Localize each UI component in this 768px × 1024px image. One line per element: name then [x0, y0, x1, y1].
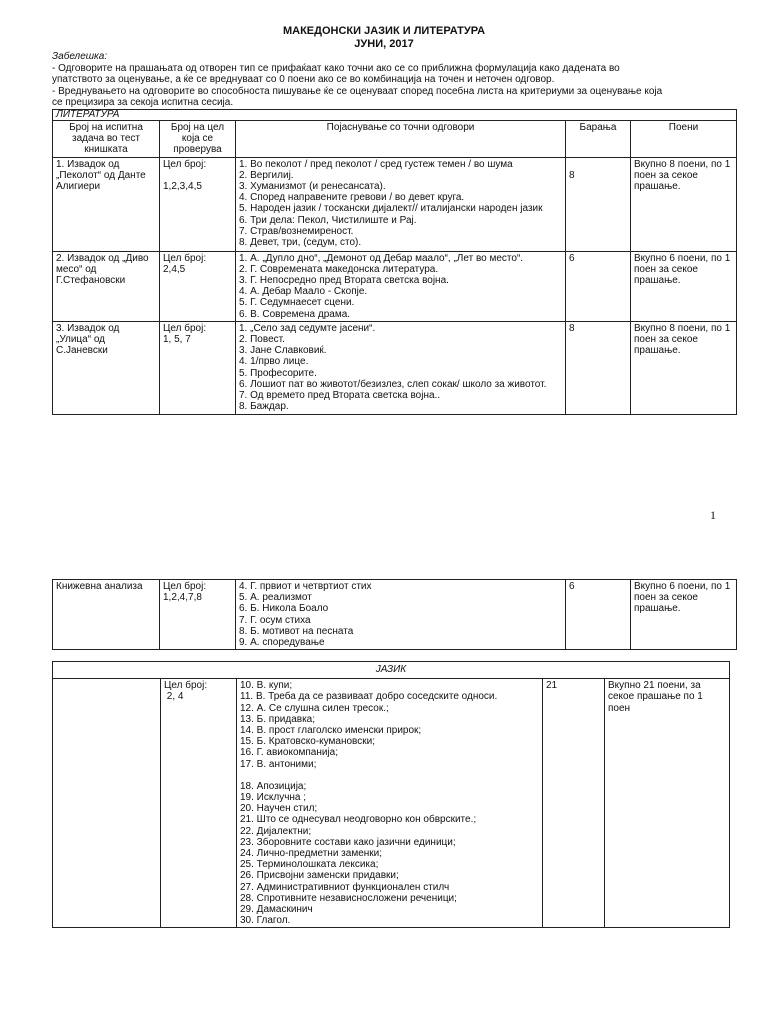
answer-line: 6. В. Современа драма. [239, 308, 351, 320]
answer-line: 2. Вергилиј. [239, 169, 294, 181]
table-row [53, 580, 737, 650]
answer-line: 1. „Село зад седумте јасени“. [239, 322, 376, 334]
requirements-cell [566, 157, 631, 251]
header-points: Поени [631, 121, 737, 158]
table-row [53, 157, 737, 251]
document-title: МАКЕДОНСКИ ЈАЗИК И ЛИТЕРАТУРА [282, 25, 486, 37]
answer-line: 29. Дамаскинич [240, 904, 313, 916]
table-header-row [53, 121, 737, 158]
notes-heading: Забелешка: [52, 51, 108, 62]
answer-line: 6. Б. Никола Боало [239, 603, 329, 615]
answer-line: 22. Дијалектни; [240, 825, 312, 837]
requirements-cell: 21 [543, 679, 605, 928]
answer-line: 2. Г. Современата македонска литература. [239, 263, 439, 275]
answer-line: 23. Зборовните состави како јазични единици; [240, 836, 456, 848]
answer-line: 5. А. реализмот [239, 592, 312, 604]
answer-line: 28. Спротивните независносложени реченици; [240, 892, 457, 904]
answer-line: 13. Б. придавка; [240, 713, 316, 725]
points-cell: Вкупно 8 поени, по 1 поен за секое прашање. [631, 157, 737, 251]
goal-label: Цел број: [163, 581, 207, 592]
points-cell: Вкупно 21 поени, за секое прашање по 1 поен [605, 679, 730, 928]
header-task-number: Број на испитна задача во тест книшката [53, 121, 160, 158]
answer-line: 8. Б. мотивот на песната [239, 625, 354, 637]
task-cell: 1. Извадок од „Пеколот“ од Данте Алигиери [53, 157, 160, 251]
requirements-cell: 6 [566, 251, 631, 321]
table-row [53, 679, 730, 928]
answer-line: 21. Што се однесувал неодговорно кон обврските.; [240, 814, 477, 826]
answer-line: 6. Три дела: Пекол, Чистилиште и Рај. [239, 214, 417, 226]
answer-line: 4. А. Дебар Маало - Скопје. [239, 286, 368, 298]
answer-line: 8. Девет, три, (седум, сто). [239, 237, 362, 249]
answers-cell [236, 251, 566, 321]
points-cell: Вкупно 8 поени, по 1 поен за секое прашање. [631, 321, 737, 414]
answer-line: 24. Лично-предметни заменки; [240, 848, 383, 860]
answer-line: 17. В. антоними; [240, 758, 317, 770]
header-explanation: Појаснување со точни одговори [236, 121, 566, 158]
answer-line: 14. В. прост глаголско именски прирок; [240, 725, 422, 737]
answer-line: 27. Административниот функционален стилч [240, 881, 450, 893]
table-row [53, 251, 737, 321]
points-cell: Вкупно 6 поени, по 1 поен за секое прашање. [631, 580, 737, 650]
answer-line: 3. Г. Непосредно пред Втората светска војна. [239, 275, 449, 287]
answer-line: 18. Апозиција; [240, 780, 307, 792]
task-cell: 2. Извадок од „Диво месо“ од Г.Стефановски [53, 251, 160, 321]
goal-value: 1,2,4,7,8 [163, 592, 202, 604]
answer-line: 9. А. споредување [239, 637, 325, 649]
answer-line: 3. Јане Славковиќ. [239, 345, 327, 357]
goal-label: Цел број: [163, 322, 207, 334]
goal-value: 1, 5, 7 [163, 334, 191, 346]
answer-line: 10. В. купи; [240, 680, 293, 692]
answer-line: 15. Б. Кратовско-кумановски; [240, 736, 375, 748]
answer-line: 3. Хуманизмот (и ренесансата). [239, 181, 386, 193]
answer-line: 7. Страв/вознемиреност. [239, 225, 354, 237]
answer-line: 7. Г. осум стиха [239, 614, 311, 626]
goal-cell [160, 157, 236, 251]
goal-cell [160, 251, 236, 321]
answer-line: 6. Лошиот пат во животот/безизлез, слеп сокак/ школо за животот. [239, 378, 547, 390]
goal-label: Цел број: [163, 252, 207, 264]
literature-table [52, 109, 737, 415]
answer-line: 12. А. Се слушна силен тресок.; [240, 702, 389, 714]
language-table [52, 661, 730, 928]
answer-line: 4. Г. првиот и четвртиот стих [239, 581, 372, 592]
answers-cell [237, 679, 543, 928]
answer-line: 26. Присвојни заменски придавки; [240, 870, 399, 882]
table-row [53, 321, 737, 414]
answer-line: 7. Од времето пред Втората светска војна.. [239, 390, 441, 402]
goal-cell [160, 580, 236, 650]
answer-line: 20. Научен стил; [240, 803, 318, 815]
goal-value: 1,2,3,4,5 [163, 180, 202, 192]
points-cell: Вкупно 6 поени, по 1 поен за секое прашање. [631, 251, 737, 321]
goal-cell [160, 321, 236, 414]
note-line: се прецизира за секоја испитна сесија. [52, 97, 234, 108]
section-label-language: ЈАЗИК [53, 662, 730, 679]
goal-cell [161, 679, 237, 928]
requirements-cell: 8 [566, 321, 631, 414]
page-number: 1 [710, 508, 716, 522]
task-cell: Книжевна анализа [53, 580, 160, 650]
requirements-value: 8 [569, 169, 575, 181]
answer-line: 11. В. Треба да се развиваат добро соседските односи. [240, 691, 498, 703]
note-line: упатството за оценување, а ќе се вреднуваат со 0 поени ако се во комбинација на точен и неточен одговор. [52, 74, 555, 85]
answer-line: 16. Г. авиокомпанија; [240, 747, 339, 759]
goal-label: Цел број: [164, 680, 208, 692]
document-subtitle: ЈУНИ, 2017 [354, 38, 414, 50]
requirements-cell: 6 [566, 580, 631, 650]
answer-line: 5. Народен јазик / тоскански дијалект// италијански народен јазик [239, 203, 543, 215]
task-cell: 3. Извадок од „Улица“ од С.Јаневски [53, 321, 160, 414]
answer-line: 19. Исклучна ; [240, 792, 307, 804]
answer-line: 1. Во пеколот / пред пеколот / сред густеж темен / во шума [239, 158, 513, 170]
answer-line: 8. Баждар. [239, 401, 289, 413]
goal-value: 2,4,5 [163, 263, 186, 275]
answer-line: 2. Повест. [239, 334, 285, 346]
note-line: - Одговорите на прашањата од отворен тип се прифаќаат како точни ако се со приближна формулација како дадената во [52, 62, 620, 74]
header-goal-number: Број на цел која се проверува [160, 121, 236, 158]
answer-line: 25. Терминолошката лексика; [240, 859, 379, 871]
notes-block [52, 51, 732, 109]
answers-cell [236, 157, 566, 251]
answer-line: 1. А. „Дупло дно“, „Демонот од Дебар маало“, „Лет во место“. [239, 252, 524, 264]
answer-line: 4. 1/прво лице. [239, 356, 309, 368]
answer-line: 5. Г. Седумнаесет сцени. [239, 297, 355, 309]
answers-cell [236, 321, 566, 414]
answer-line: 5. Професорите. [239, 367, 317, 379]
section-label-literature: ЛИТЕРАТУРА [53, 110, 737, 121]
goal-label: Цел број: [163, 158, 207, 170]
header-requirements: Барања [566, 121, 631, 158]
note-line: - Вреднувањето на одговорите во способноста пишување ќе се оценуваат според посебна листа на критериуми за оценување која [52, 85, 663, 97]
answers-cell [236, 580, 566, 650]
answer-line: 30. Глагол. [240, 915, 291, 927]
answer-line: 4. Според направените гревови / во девет круга. [239, 192, 465, 204]
task-cell [53, 679, 161, 928]
literary-analysis-table [52, 579, 737, 650]
goal-value: 2, 4 [164, 691, 184, 703]
